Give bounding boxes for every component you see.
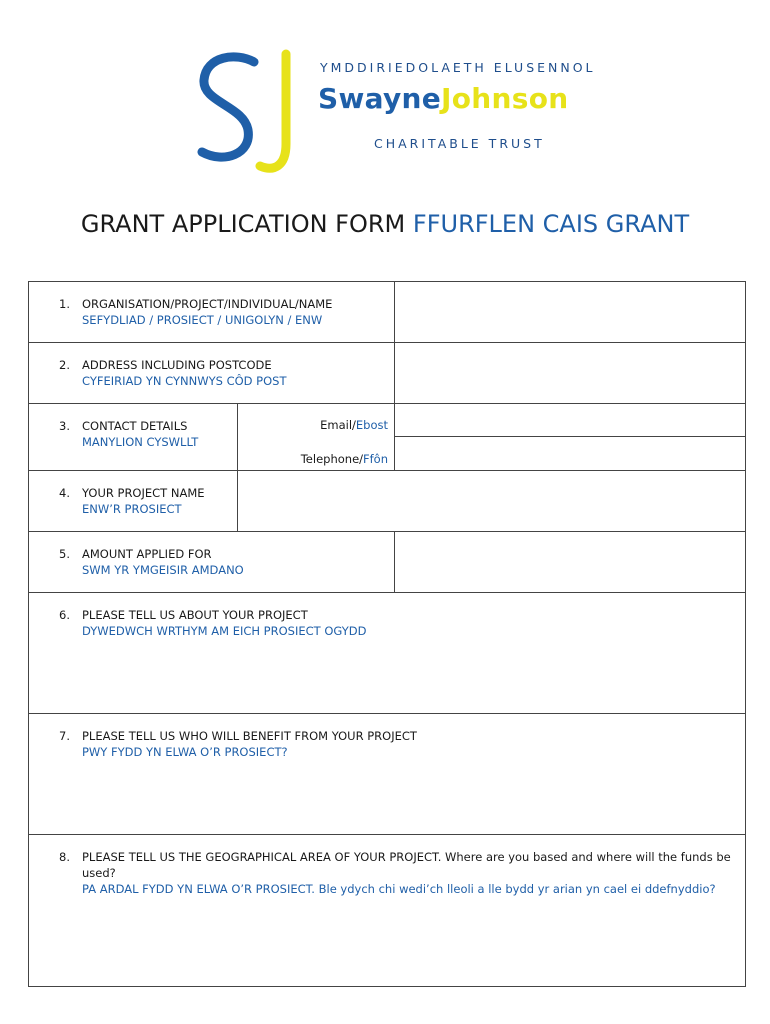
question-number: 3. bbox=[59, 419, 70, 433]
question-8-cy: PA ARDAL FYDD YN ELWA O’R PROSIECT. Ble ydych chi wedi’ch lleoli a lle bydd yr arian yn cael ei ddefnyddio? bbox=[82, 882, 716, 896]
address-field[interactable] bbox=[395, 343, 746, 404]
question-3-en: CONTACT DETAILS bbox=[82, 419, 188, 433]
title-english: GRANT APPLICATION FORM bbox=[80, 210, 406, 238]
question-6-cy: DYWEDWCH WRTHYM AM EICH PROSIECT OGYDD bbox=[82, 624, 367, 638]
project-description-field[interactable] bbox=[29, 593, 746, 714]
page-title bbox=[0, 210, 770, 238]
question-number: 8. bbox=[59, 850, 70, 864]
question-2-en: ADDRESS INCLUDING POSTCODE bbox=[82, 358, 272, 372]
question-number: 5. bbox=[59, 547, 70, 561]
logo-j-mark bbox=[260, 54, 286, 168]
email-label-cell bbox=[238, 404, 395, 437]
geographical-area-field[interactable] bbox=[29, 835, 746, 987]
question-4-en: YOUR PROJECT NAME bbox=[82, 486, 205, 500]
beneficiaries-field[interactable] bbox=[29, 714, 746, 835]
question-5-cy: SWM YR YMGEISIR AMDANO bbox=[82, 563, 244, 577]
question-3-cy: MANYLION CYSWLLT bbox=[82, 435, 199, 449]
question-number: 6. bbox=[59, 608, 70, 622]
email-label-sep: / bbox=[352, 418, 356, 432]
brand-name-swayne: Swayne bbox=[318, 82, 442, 115]
question-2-label-cell bbox=[29, 343, 395, 404]
question-6-en: PLEASE TELL US ABOUT YOUR PROJECT bbox=[82, 608, 308, 622]
telephone-label-cy: Ffôn bbox=[363, 451, 389, 466]
application-form bbox=[28, 281, 746, 987]
question-7-cy: PWY FYDD YN ELWA O’R PROSIECT? bbox=[82, 745, 288, 759]
question-4-label-cell bbox=[29, 471, 238, 532]
question-number: 7. bbox=[59, 729, 70, 743]
telephone-field[interactable] bbox=[395, 437, 746, 471]
question-7-en: PLEASE TELL US WHO WILL BENEFIT FROM YOUR PROJECT bbox=[82, 729, 417, 743]
question-1-cy: SEFYDLIAD / PROSIECT / UNIGOLYN / ENW bbox=[82, 313, 323, 327]
question-2-cy: CYFEIRIAD YN CYNNWYS CÔD POST bbox=[82, 374, 287, 388]
brand-welsh-name: YMDDIRIEDOLAETH ELUSENNOL bbox=[320, 60, 596, 75]
logo-s-mark bbox=[202, 57, 254, 157]
question-8-en: PLEASE TELL US THE GEOGRAPHICAL AREA OF YOUR PROJECT. Where are you based and where will the funds be used? bbox=[82, 850, 731, 880]
telephone-label-cell bbox=[238, 437, 395, 471]
question-5-en: AMOUNT APPLIED FOR bbox=[82, 547, 212, 561]
project-name-field[interactable] bbox=[238, 471, 746, 532]
question-1-label-cell bbox=[29, 282, 395, 343]
title-welsh: FFURFLEN CAIS GRANT bbox=[412, 210, 690, 238]
question-number: 1. bbox=[59, 297, 70, 311]
question-1-en: ORGANISATION/PROJECT/INDIVIDUAL/NAME bbox=[82, 297, 333, 311]
organisation-name-field[interactable] bbox=[395, 282, 746, 343]
question-5-label-cell bbox=[29, 532, 395, 593]
question-number: 2. bbox=[59, 358, 70, 372]
amount-field[interactable] bbox=[395, 532, 746, 593]
brand-tagline: CHARITABLE TRUST bbox=[374, 136, 545, 151]
email-field[interactable] bbox=[395, 404, 746, 437]
question-4-cy: ENW’R PROSIECT bbox=[82, 502, 182, 516]
telephone-label-sep: / bbox=[359, 451, 364, 466]
brand-name bbox=[318, 82, 569, 115]
email-label-en: Email bbox=[320, 418, 353, 432]
question-3-label-cell bbox=[29, 404, 238, 471]
brand-name-johnson: Johnson bbox=[441, 82, 569, 115]
email-label-cy: Ebost bbox=[355, 418, 389, 432]
question-number: 4. bbox=[59, 486, 70, 500]
telephone-label-en: Telephone bbox=[300, 451, 360, 466]
